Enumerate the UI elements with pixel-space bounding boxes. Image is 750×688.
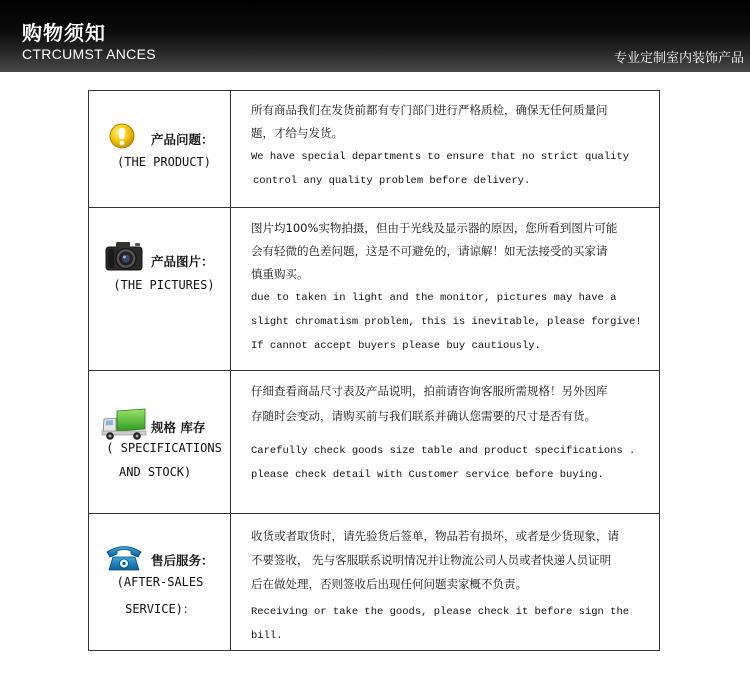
content-cn-line: 会有轻微的色差问题，这是不可避免的，请谅解！如无法接受的买家请 xyxy=(251,244,608,258)
content-en-line: please check detail with Customer service before buying. xyxy=(251,469,604,481)
section-label-cn: 规格 库存 xyxy=(151,420,206,435)
header-banner xyxy=(0,0,750,72)
section-product xyxy=(89,91,659,208)
section-label-en: (THE PICTURES) xyxy=(113,278,215,292)
content-en-line: due to taken in light and the monitor, pictures may have a xyxy=(251,292,617,304)
section-label-cell xyxy=(89,91,231,207)
content-cn-line: 所有商品我们在发货前都有专门部门进行严格质检，确保无任何质量问 xyxy=(251,103,608,117)
section-label-en: ( SPECIFICATIONS xyxy=(106,441,222,455)
telephone-icon xyxy=(105,544,143,572)
content-cn-line: 题，才给与发货。 xyxy=(251,126,343,140)
section-label-cn: 产品问题： xyxy=(151,132,214,147)
section-label-cn: 产品图片： xyxy=(151,254,214,269)
section-label-en: (AFTER-SALES xyxy=(116,575,204,589)
truck-icon xyxy=(101,407,147,441)
content-cn-line: 后在做处理，否则签收后出现任何问题卖家概不负责。 xyxy=(251,577,527,591)
content-en-line: Carefully check goods size table and product specifications . xyxy=(251,445,636,457)
section-label-cell xyxy=(89,208,231,370)
tagline: 专业定制室内装饰产品 xyxy=(613,51,744,66)
content-cn-line: 不要签收， 先与客服联系说明情况并让物流公司人员或者快递人员证明 xyxy=(251,553,612,567)
content-en-line: slight chromatism problem, this is inevitable, please forgive! xyxy=(251,316,642,328)
content-cn-line: 慎重购买。 xyxy=(251,267,309,281)
section-content xyxy=(231,91,659,207)
section-content xyxy=(231,514,659,651)
section-label-en: SERVICE)： xyxy=(125,602,195,616)
section-content xyxy=(231,371,659,513)
notice-table xyxy=(88,90,660,651)
page-title: 购物须知 xyxy=(22,21,106,45)
content-cn-line: 图片均100%实物拍摄，但由于光线及显示器的原因，您所看到图片可能 xyxy=(251,221,618,235)
section-label-en: (THE PRODUCT) xyxy=(117,155,211,169)
section-after-sales xyxy=(89,514,659,651)
content-cn-line: 仔细查看商品尺寸表及产品说明，拍前请咨询客服所需规格！另外因库 xyxy=(251,384,608,398)
content-cn-line: 收货或者取货时，请先验货后签单，物品若有损坏，或者是少货现象，请 xyxy=(251,529,619,543)
camera-icon xyxy=(105,240,143,272)
content-cn-line: 存随时会变动，请购买前与我们联系并确认您需要的尺寸是否有货。 xyxy=(251,409,596,423)
section-label-cell xyxy=(89,371,231,513)
section-pictures xyxy=(89,208,659,371)
section-specifications xyxy=(89,371,659,514)
content-en-line: If cannot accept buyers please buy cautiously. xyxy=(251,340,541,352)
section-label-en: AND STOCK) xyxy=(119,465,192,479)
content-en-line: control any quality problem before delivery. xyxy=(253,175,531,187)
content-en-line: Receiving or take the goods, please check it before sign the bill. xyxy=(251,606,630,642)
exclamation-icon xyxy=(109,123,135,149)
page-subtitle: CTRCUMST ANCES xyxy=(22,46,156,62)
section-label-cell xyxy=(89,514,231,651)
content-en-line: We have special departments to ensure that no strict quality xyxy=(251,151,630,163)
section-label-cn: 售后服务： xyxy=(151,553,214,568)
section-content xyxy=(231,208,659,370)
